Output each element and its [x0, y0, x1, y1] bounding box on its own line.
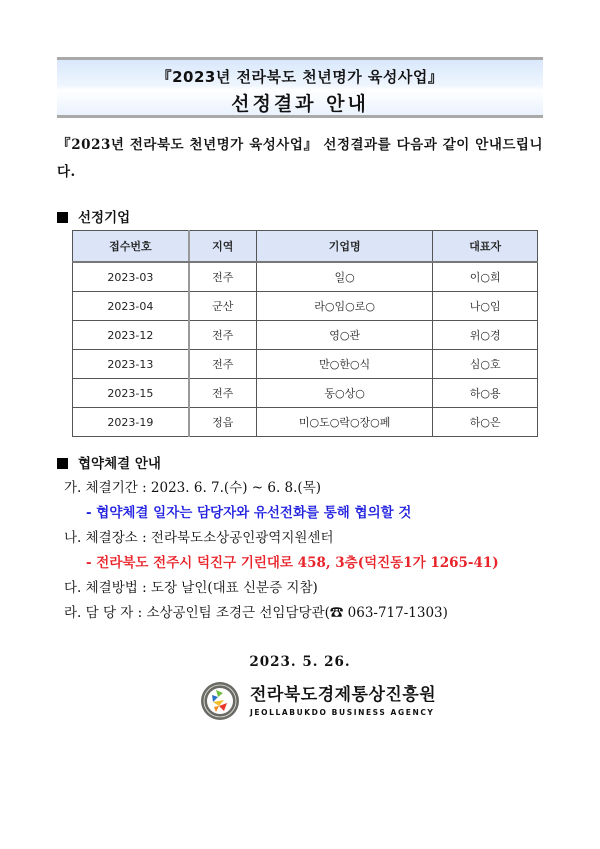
- table-row: [73, 321, 538, 350]
- table-row: [73, 379, 538, 408]
- cell-representative: 이○희: [433, 262, 538, 292]
- document-date: 2023. 5. 26.: [249, 654, 351, 670]
- cell-company-name: 일○: [256, 262, 433, 292]
- contact-label: 라. 담 당 자 : 소상공인팀 조경근 선임담당관(: [64, 605, 330, 621]
- contact-phone: 063-717-1303): [343, 605, 448, 621]
- square-bullet-icon: [57, 212, 68, 223]
- cell-receipt-number: 2023-13: [73, 350, 189, 379]
- cell-company-name: 라○임○로○: [256, 292, 433, 321]
- table-row: [73, 262, 538, 292]
- cell-region: 전주: [189, 262, 257, 292]
- intro-paragraph: 『2023년 전라북도 천년명가 육성사업』 선정결과를 다음과 같이 안내드립니다.: [57, 137, 543, 180]
- table-header-row: [73, 231, 538, 263]
- cell-region: 전주: [189, 321, 257, 350]
- title-line-2: 선정결과 안내: [231, 93, 369, 115]
- column-header-representative: 대표자: [433, 231, 538, 263]
- cell-company-name: 동○상○: [256, 379, 433, 408]
- cell-receipt-number: 2023-03: [73, 262, 189, 292]
- title-line-1: 『2023년 전라북도 천년명가 육성사업』: [156, 68, 444, 86]
- table-row: [73, 350, 538, 379]
- cell-company-name: 영○관: [256, 321, 433, 350]
- column-header-receipt-number: 접수번호: [73, 231, 189, 263]
- document-title-banner: [57, 57, 543, 118]
- table-row: [73, 292, 538, 321]
- cell-representative: 위○경: [433, 321, 538, 350]
- section-heading-agreement: [57, 452, 161, 472]
- agreement-period: 가. 체결기간 : 2023. 6. 7.(수) ~ 6. 8.(목): [64, 480, 322, 496]
- agency-name-english: JEOLLABUKDO BUSINESS AGENCY: [250, 708, 435, 717]
- agency-logo: [200, 680, 436, 722]
- section-heading-label: 협약체결 안내: [78, 456, 161, 472]
- table-row: [73, 408, 538, 437]
- phone-icon: ☎: [329, 605, 344, 621]
- cell-region: 전주: [189, 350, 257, 379]
- cell-receipt-number: 2023-15: [73, 379, 189, 408]
- cell-receipt-number: 2023-19: [73, 408, 189, 437]
- cell-company-name: 만○한○식: [256, 350, 433, 379]
- cell-receipt-number: 2023-12: [73, 321, 189, 350]
- column-header-company-name: 기업명: [256, 231, 433, 263]
- section-heading-label: 선정기업: [78, 210, 131, 226]
- agreement-contact: [64, 601, 554, 626]
- agreement-address: - 전라북도 전주시 덕진구 기린대로 458, 3층(덕진동1가 1265-41): [86, 555, 499, 571]
- agreement-info-list: [64, 476, 554, 626]
- section-heading-selected-companies: [57, 206, 130, 226]
- agency-name-korean: 전라북도경제통상진흥원: [250, 685, 437, 705]
- cell-receipt-number: 2023-04: [73, 292, 189, 321]
- agreement-location: 나. 체결장소 : 전라북도소상공인광역지원센터: [64, 530, 334, 546]
- cell-representative: 하○은: [433, 408, 538, 437]
- column-header-region: 지역: [189, 231, 257, 263]
- agreement-method: 다. 체결방법 : 도장 날인(대표 신분증 지참): [64, 580, 318, 596]
- cell-region: 정읍: [189, 408, 257, 437]
- square-bullet-icon: [57, 458, 68, 469]
- agreement-period-note: - 협약체결 일자는 담당자와 유선전화를 통해 협의할 것: [86, 505, 412, 521]
- cell-company-name: 미○도○락○장○페: [256, 408, 433, 437]
- cell-representative: 심○호: [433, 350, 538, 379]
- cell-representative: 나○임: [433, 292, 538, 321]
- cell-region: 군산: [189, 292, 257, 321]
- cell-representative: 하○용: [433, 379, 538, 408]
- selected-companies-table: [72, 230, 538, 437]
- agency-emblem-icon: [200, 681, 240, 721]
- cell-region: 전주: [189, 379, 257, 408]
